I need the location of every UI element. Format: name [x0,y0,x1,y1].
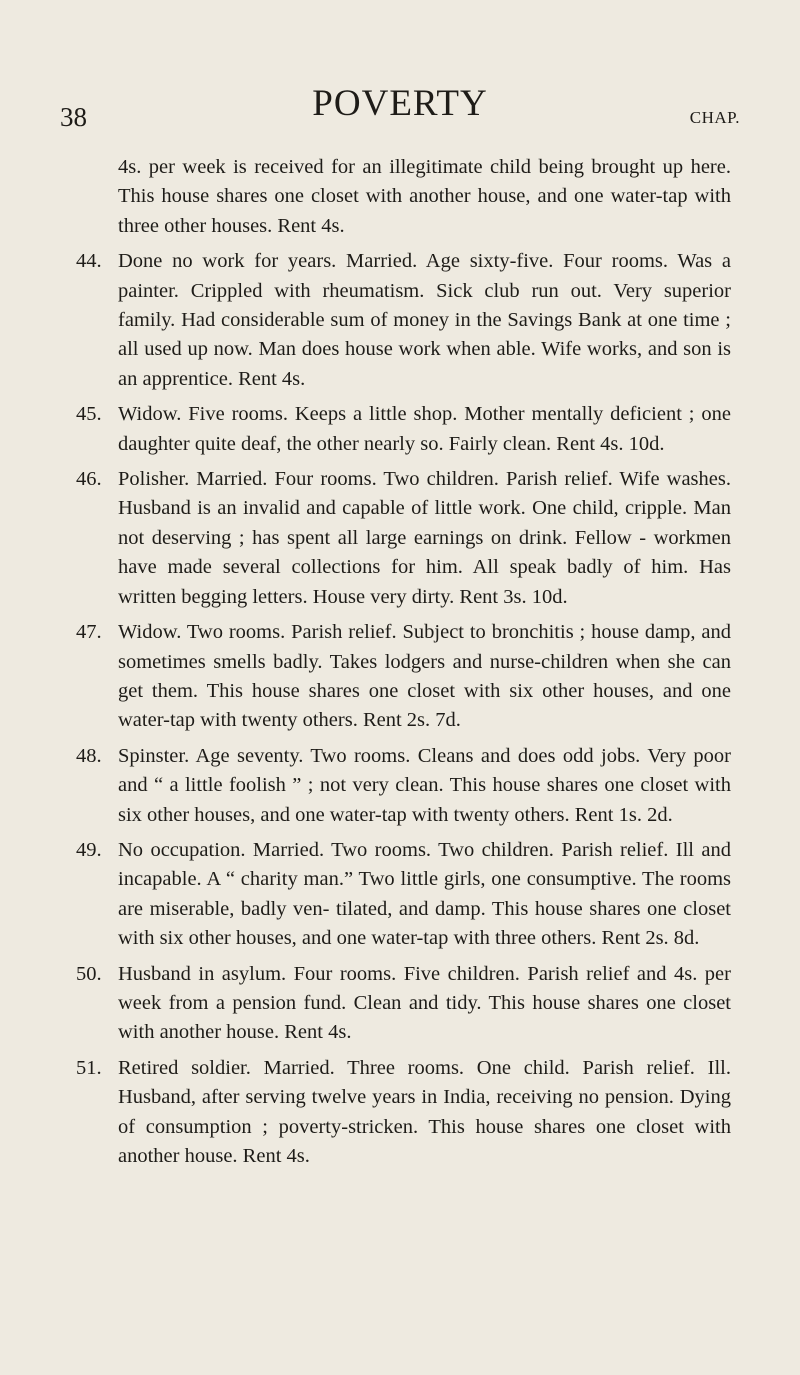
entry-47 [76,618,731,736]
entry-44 [76,247,731,394]
page-number: 38 [60,102,87,132]
entry-number: 49. [76,838,102,861]
entry-text: Widow. Two rooms. Parish relief. Subject to bronchitis ; house damp, and sometimes smells badly. Takes lodgers and nurse-children when she can get them. This house shares one closet with six other houses, and one water-tap with twenty others. Rent 2s. 7d. [118,621,731,732]
body-text [76,153,731,1171]
entry-text: Husband in asylum. Four rooms. Five children. Parish relief and 4s. per week from a pension fund. Clean and tidy. This house shares one closet with another house. Rent 4s. [118,962,731,1044]
entry-number: 50. [76,962,102,985]
entry-number: 47. [76,621,102,644]
entry-text: Widow. Five rooms. Keeps a little shop. Mother mentally deficient ; one daughter quite deaf, the other nearly so. Fairly clean. Rent 4s. 10d. [118,403,731,455]
page-header [60,82,740,132]
entry-50 [76,960,731,1048]
entry-text: Done no work for years. Married. Age sixty-five. Four rooms. Was a painter. Crippled with rheumatism. Sick club run out. Very superior family. Had considerable sum of money in the Savings Bank at one time ; all used up now. Man does house work when able. Wife works, and son is an apprentice. Rent 4s. [118,250,731,390]
running-title: POVERTY [312,83,488,124]
entry-number: 44. [76,250,102,273]
entry-text: Spinster. Age seventy. Two rooms. Cleans and does odd jobs. Very poor and “ a little foolish ” ; not very clean. This house shares one closet with six other houses, and one water-tap with twenty others. Rent 1s. 2d. [118,744,731,826]
entry-46 [76,465,731,612]
entry-text: Retired soldier. Married. Three rooms. One child. Parish relief. Ill. Husband, after serving twelve years in India, receiving no pension. Dying of consumption ; poverty-stricken. This house shares one closet with another house. Rent 4s. [118,1056,731,1167]
entry-text: Polisher. Married. Four rooms. Two children. Parish relief. Wife washes. Husband is an invalid and capable of little work. One child, cripple. Man not deserving ; has spent all large earnings on drink. Fellow - workmen have made several collections for him. All speak badly of him. Has written begging letters. House very dirty. Rent 3s. 10d. [118,468,731,608]
entry-text: No occupation. Married. Two rooms. Two children. Parish relief. Ill and incapable. A “ charity man.” Two little girls, one consumptive. The rooms are miserable, badly ven- tilated, and damp. This house shares one closet with six other houses, and one water-tap with three others. Rent 2s. 8d. [118,838,731,950]
entry-number: 45. [76,403,102,426]
entry-51 [76,1054,731,1172]
entry-number: 51. [76,1056,102,1079]
entry-49 [76,836,731,954]
entry-number: 46. [76,468,102,491]
entry-48 [76,742,731,830]
chapter-label: CHAP. [689,108,740,127]
continuation-paragraph: 4s. per week is received for an illegitimate child being brought up here. This house shares one closet with another house, and one water-tap with three other houses. Rent 4s. [118,156,731,237]
entry-number: 48. [76,744,102,767]
entry-45 [76,400,731,459]
